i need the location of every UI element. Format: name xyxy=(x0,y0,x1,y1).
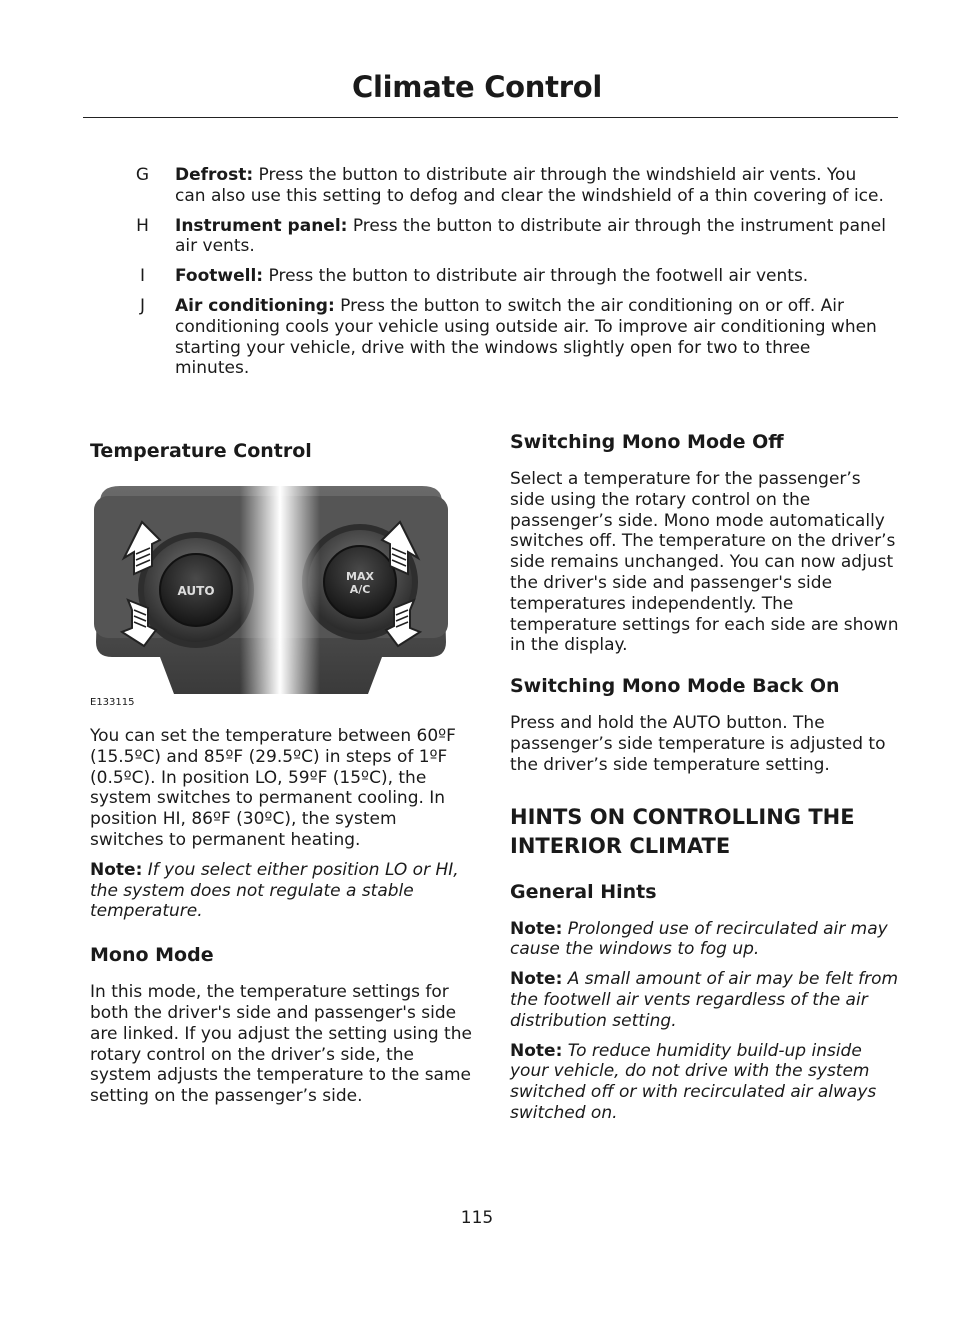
mono-on-heading: Switching Mono Mode Back On xyxy=(510,675,840,698)
list-item-description: Press the button to distribute air through the windshield air vents. You can also use this setting to defog and clear the windshield of a thin covering of ice. xyxy=(175,165,884,206)
auto-button-label: AUTO xyxy=(177,584,215,598)
hint-note xyxy=(510,969,900,1031)
list-item-letter: H xyxy=(136,215,149,236)
list-item-description: Press the button to distribute air through the instrument panel air vents. xyxy=(175,215,886,257)
figure-caption: E133115 xyxy=(90,697,135,708)
title-rule xyxy=(83,117,898,118)
hint-note xyxy=(510,1041,900,1124)
list-item-text xyxy=(175,165,887,207)
general-hints-heading: General Hints xyxy=(510,880,657,903)
right-column xyxy=(510,429,900,1133)
note-label: Note: xyxy=(90,859,143,880)
note-text: To reduce humidity build-up inside your vehicle, do not drive with the system switched off or with recirculated air always switched on. xyxy=(510,1040,877,1123)
list-item-description: Press the button to distribute air through the footwell air vents. xyxy=(263,266,809,287)
note-label: Note: xyxy=(510,969,563,990)
list-item xyxy=(110,296,900,379)
page-title: Climate Control xyxy=(352,70,602,104)
list-item-letter: J xyxy=(139,295,145,316)
note-text: Prolonged use of recirculated air may cause the windows to fog up. xyxy=(510,918,888,960)
temperature-range-paragraph: You can set the temperature between 60ºF (15.5ºC) and 85ºF (29.5ºC) in steps of 1ºF (0.5ºC). In position LO, 59ºF (15ºC), the system switches to permanent cooling. In position HI, 86ºF (30ºC), the system switches to permanent heating. xyxy=(90,726,456,850)
list-item-letter: I xyxy=(139,266,145,287)
list-item xyxy=(110,266,900,287)
list-item-text xyxy=(175,216,887,258)
note-text: A small amount of air may be felt from the footwell air vents regardless of the air distribution setting. xyxy=(510,969,899,1031)
note-label: Note: xyxy=(510,918,563,939)
note-label: Note: xyxy=(510,1040,563,1061)
list-item xyxy=(110,216,900,258)
mono-mode-paragraph: In this mode, the temperature settings for both the driver's side and passenger's side are linked. If you adjust the setting using the rotary control on the driver’s side, the system adjusts the temperature to the same setting on the passenger’s side. xyxy=(90,982,472,1107)
list-item xyxy=(110,165,900,207)
climate-panel-illustration xyxy=(90,482,452,695)
climate-control-figure xyxy=(90,482,452,695)
note-text: If you select either position LO or HI, the system does not regulate a stable temperature. xyxy=(90,859,459,922)
temperature-control-heading: Temperature Control xyxy=(90,440,312,462)
mono-on-paragraph: Press and hold the AUTO button. The passenger’s side temperature is adjusted to the driver’s side temperature setting. xyxy=(510,713,886,775)
mono-mode-heading: Mono Mode xyxy=(90,944,214,967)
list-item-term: Footwell: xyxy=(175,266,264,287)
hints-heading: HINTS ON CONTROLLING THE INTERIOR CLIMATE xyxy=(510,804,855,858)
temperature-note xyxy=(90,860,475,922)
left-column xyxy=(90,438,475,1116)
control-list xyxy=(110,165,900,388)
mono-off-heading: Switching Mono Mode Off xyxy=(510,431,784,453)
max-ac-label-bottom: A/C xyxy=(349,583,371,596)
page-number: 115 xyxy=(460,1208,494,1228)
max-ac-label-top: MAX xyxy=(346,570,374,583)
list-item-text xyxy=(175,266,887,287)
list-item-letter: G xyxy=(135,165,150,185)
list-item-term: Instrument panel: xyxy=(175,215,348,236)
list-item-term: Air conditioning: xyxy=(175,295,335,316)
list-item-term: Defrost: xyxy=(175,165,254,185)
hint-note xyxy=(510,919,900,961)
list-item-text xyxy=(175,296,887,379)
list-item-description: Press the button to switch the air conditioning on or off. Air conditioning cools your vehicle using outside air. To improve air conditioning when starting your vehicle, drive with the windows slightly open for two to three minutes. xyxy=(175,295,877,379)
mono-off-paragraph: Select a temperature for the passenger’s side using the rotary control on the passenger’s side. Mono mode automatically switches off. The temperature on the driver’s side remains unchanged. You can now adjust the driver's side and passenger's side temperatures independently. The temperature settings for each side are shown in the display. xyxy=(510,469,899,656)
